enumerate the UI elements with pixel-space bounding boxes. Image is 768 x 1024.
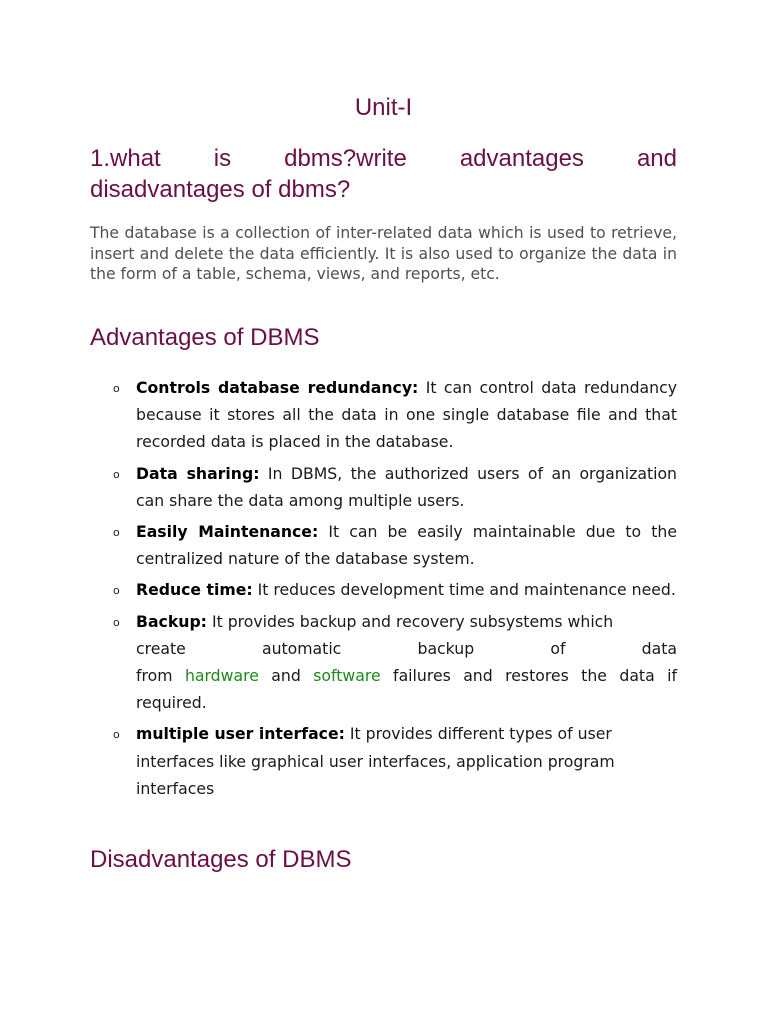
disadvantages-heading: Disadvantages of DBMS bbox=[90, 846, 352, 873]
list-item bbox=[90, 720, 677, 802]
bullet-icon: o bbox=[113, 584, 120, 598]
item-text: It reduces development time and maintenance need. bbox=[252, 580, 676, 600]
advantages-heading: Advantages of DBMS bbox=[90, 324, 320, 351]
item-text: and bbox=[258, 666, 314, 686]
software-link[interactable]: software bbox=[313, 666, 381, 686]
list-item bbox=[90, 460, 677, 514]
question-heading bbox=[90, 143, 677, 205]
list-item bbox=[90, 608, 677, 717]
item-text: It can control data redundancy because it stores all the data in one single database file and that recorded data is placed in the database. bbox=[136, 378, 677, 452]
item-term: multiple user interface: bbox=[136, 724, 345, 744]
question-line-2: disadvantages of dbms? bbox=[90, 176, 351, 203]
advantages-list bbox=[90, 374, 677, 806]
list-item bbox=[90, 374, 677, 456]
item-term: Data sharing: bbox=[136, 463, 260, 483]
item-text: failures and restores the data if required. bbox=[136, 666, 678, 713]
item-text: It provides backup and recovery subsystems which bbox=[206, 611, 614, 631]
item-text-spread-line: create automatic backup of data bbox=[136, 638, 677, 658]
bullet-icon: o bbox=[113, 467, 120, 481]
item-text: It can be easily maintainable due to the centralized nature of the database system. bbox=[136, 522, 677, 569]
item-term: Reduce time: bbox=[136, 580, 253, 600]
item-text: from bbox=[136, 666, 185, 686]
bullet-icon: o bbox=[113, 382, 120, 395]
hardware-link[interactable]: hardware bbox=[184, 666, 259, 686]
bullet-icon: o bbox=[113, 526, 120, 540]
item-text: It provides different types of user interfaces like graphical user interfaces, application program interfaces bbox=[136, 724, 615, 798]
item-term: Controls database redundancy: bbox=[136, 378, 419, 397]
question-line-1: 1.what is dbms?write advantages and bbox=[90, 145, 677, 172]
list-item bbox=[90, 576, 677, 603]
list-item bbox=[90, 518, 677, 572]
item-term: Backup: bbox=[136, 611, 207, 631]
bullet-icon: o bbox=[113, 615, 120, 629]
unit-title: Unit-I bbox=[354, 94, 413, 121]
item-term: Easily Maintenance: bbox=[136, 522, 319, 542]
intro-paragraph: The database is a collection of inter-related data which is used to retrieve, insert and delete the data efficiently. It is also used to organize the data in the form of a table, schema, views, and reports, etc. bbox=[90, 224, 677, 283]
bullet-icon: o bbox=[113, 728, 120, 742]
item-text: In DBMS, the authorized users of an organization can share the data among multiple users. bbox=[136, 463, 677, 510]
